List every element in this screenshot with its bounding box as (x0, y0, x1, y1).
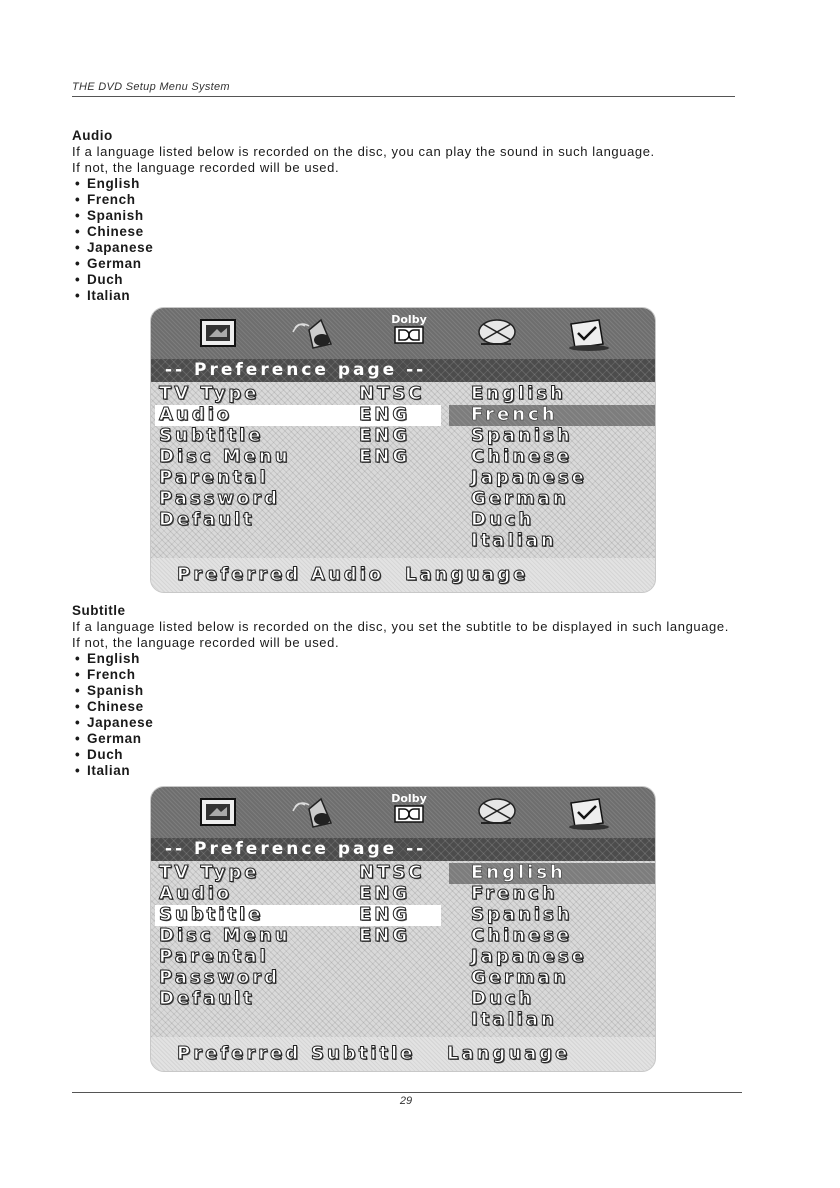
value-disc-menu: ENG (359, 925, 411, 946)
option-italian[interactable]: Italian (471, 1009, 557, 1030)
section-text-line: If not, the language recorded will be used. (72, 160, 340, 175)
option-spanish[interactable]: Spanish (471, 425, 573, 446)
audio-section (72, 128, 792, 304)
list-item: • French (75, 192, 136, 207)
menu-item-disc-menu[interactable]: Disc Menu (159, 925, 291, 946)
dolby-label: Dolby (391, 792, 427, 805)
osd-status-bar (151, 558, 655, 592)
menu-item-parental[interactable]: Parental (159, 946, 269, 967)
menu-item-subtitle[interactable]: Subtitle (159, 904, 264, 925)
list-item: • Japanese (75, 715, 154, 730)
menu-item-disc-menu[interactable]: Disc Menu (159, 446, 291, 467)
section-text-line: If a language listed below is recorded on the disc, you set the subtitle to be displayed in such language. (72, 619, 729, 634)
menu-item-password[interactable]: Password (159, 488, 281, 509)
subtitle-section (72, 603, 792, 779)
section-title: Subtitle (72, 603, 126, 618)
value-audio: ENG (359, 404, 411, 425)
option-french[interactable]: French (471, 883, 558, 904)
menu-item-subtitle[interactable]: Subtitle (159, 425, 264, 446)
disc-icon[interactable] (475, 797, 523, 829)
dolby-label: Dolby (391, 313, 427, 326)
option-japanese[interactable]: Japanese (471, 946, 587, 967)
header-divider (72, 96, 735, 97)
menu-item-audio[interactable]: Audio (159, 883, 233, 904)
list-item: • German (75, 731, 142, 746)
dolby-icon[interactable] (387, 313, 431, 349)
status-word: Audio (311, 564, 385, 585)
tv-icon[interactable] (199, 797, 239, 829)
menu-item-password[interactable]: Password (159, 967, 281, 988)
menu-item-audio[interactable]: Audio (159, 404, 233, 425)
list-item: • Duch (75, 272, 124, 287)
status-word: Preferred (177, 564, 302, 585)
list-item: • Chinese (75, 699, 144, 714)
list-item: • Italian (75, 288, 131, 303)
header-title: THE DVD Setup Menu System (72, 81, 230, 93)
value-subtitle: ENG (359, 425, 411, 446)
section-title: Audio (72, 128, 113, 143)
option-italian[interactable]: Italian (471, 530, 557, 551)
preference-icon[interactable] (565, 318, 611, 352)
menu-item-parental[interactable]: Parental (159, 467, 269, 488)
osd-audio-screenshot (150, 307, 656, 593)
option-duch[interactable]: Duch (471, 988, 535, 1009)
list-item: • English (75, 176, 140, 191)
footer-divider (72, 1092, 742, 1093)
list-item: • Duch (75, 747, 124, 762)
osd-title-bar (151, 359, 655, 382)
option-duch[interactable]: Duch (471, 509, 535, 530)
preference-icon[interactable] (565, 797, 611, 831)
option-french[interactable]: French (471, 404, 558, 425)
status-word: Subtitle (311, 1043, 416, 1064)
list-item: • Italian (75, 763, 131, 778)
speaker-icon[interactable] (291, 318, 341, 352)
list-item: • Spanish (75, 683, 144, 698)
value-tv-type: NTSC (359, 383, 425, 404)
speaker-icon[interactable] (291, 797, 341, 831)
option-english[interactable]: English (471, 383, 566, 404)
menu-item-tv-type[interactable]: TV Type (159, 862, 260, 883)
osd-title: -- Preference page -- (165, 360, 427, 380)
menu-item-default[interactable]: Default (159, 988, 255, 1009)
dolby-dd-icon (394, 805, 424, 823)
language-list (72, 651, 792, 779)
dolby-dd-icon (394, 326, 424, 344)
value-audio: ENG (359, 883, 411, 904)
disc-icon[interactable] (475, 318, 523, 350)
value-disc-menu: ENG (359, 446, 411, 467)
option-chinese[interactable]: Chinese (471, 925, 573, 946)
menu-item-tv-type[interactable]: TV Type (159, 383, 260, 404)
list-item: • French (75, 667, 136, 682)
section-text-line: If a language listed below is recorded on the disc, you can play the sound in such language. (72, 144, 655, 159)
osd-title: -- Preference page -- (165, 839, 427, 859)
status-word: Preferred (177, 1043, 302, 1064)
list-item: • English (75, 651, 140, 666)
option-english[interactable]: English (471, 862, 566, 883)
list-item: • Spanish (75, 208, 144, 223)
value-subtitle: ENG (359, 904, 411, 925)
option-german[interactable]: German (471, 967, 569, 988)
osd-status-bar (151, 1037, 655, 1071)
option-japanese[interactable]: Japanese (471, 467, 587, 488)
language-list (72, 176, 792, 304)
option-chinese[interactable]: Chinese (471, 446, 573, 467)
osd-title-bar (151, 838, 655, 861)
osd-icon-bar (151, 787, 655, 838)
dolby-icon[interactable] (387, 792, 431, 828)
status-word: Language (447, 1043, 571, 1064)
section-text-line: If not, the language recorded will be used. (72, 635, 340, 650)
option-spanish[interactable]: Spanish (471, 904, 573, 925)
osd-subtitle-screenshot (150, 786, 656, 1072)
option-german[interactable]: German (471, 488, 569, 509)
list-item: • Japanese (75, 240, 154, 255)
menu-item-default[interactable]: Default (159, 509, 255, 530)
tv-icon[interactable] (199, 318, 239, 350)
value-tv-type: NTSC (359, 862, 425, 883)
list-item: • Chinese (75, 224, 144, 239)
page-number: 29 (399, 1095, 413, 1107)
list-item: • German (75, 256, 142, 271)
status-word: Language (405, 564, 529, 585)
osd-icon-bar (151, 308, 655, 359)
